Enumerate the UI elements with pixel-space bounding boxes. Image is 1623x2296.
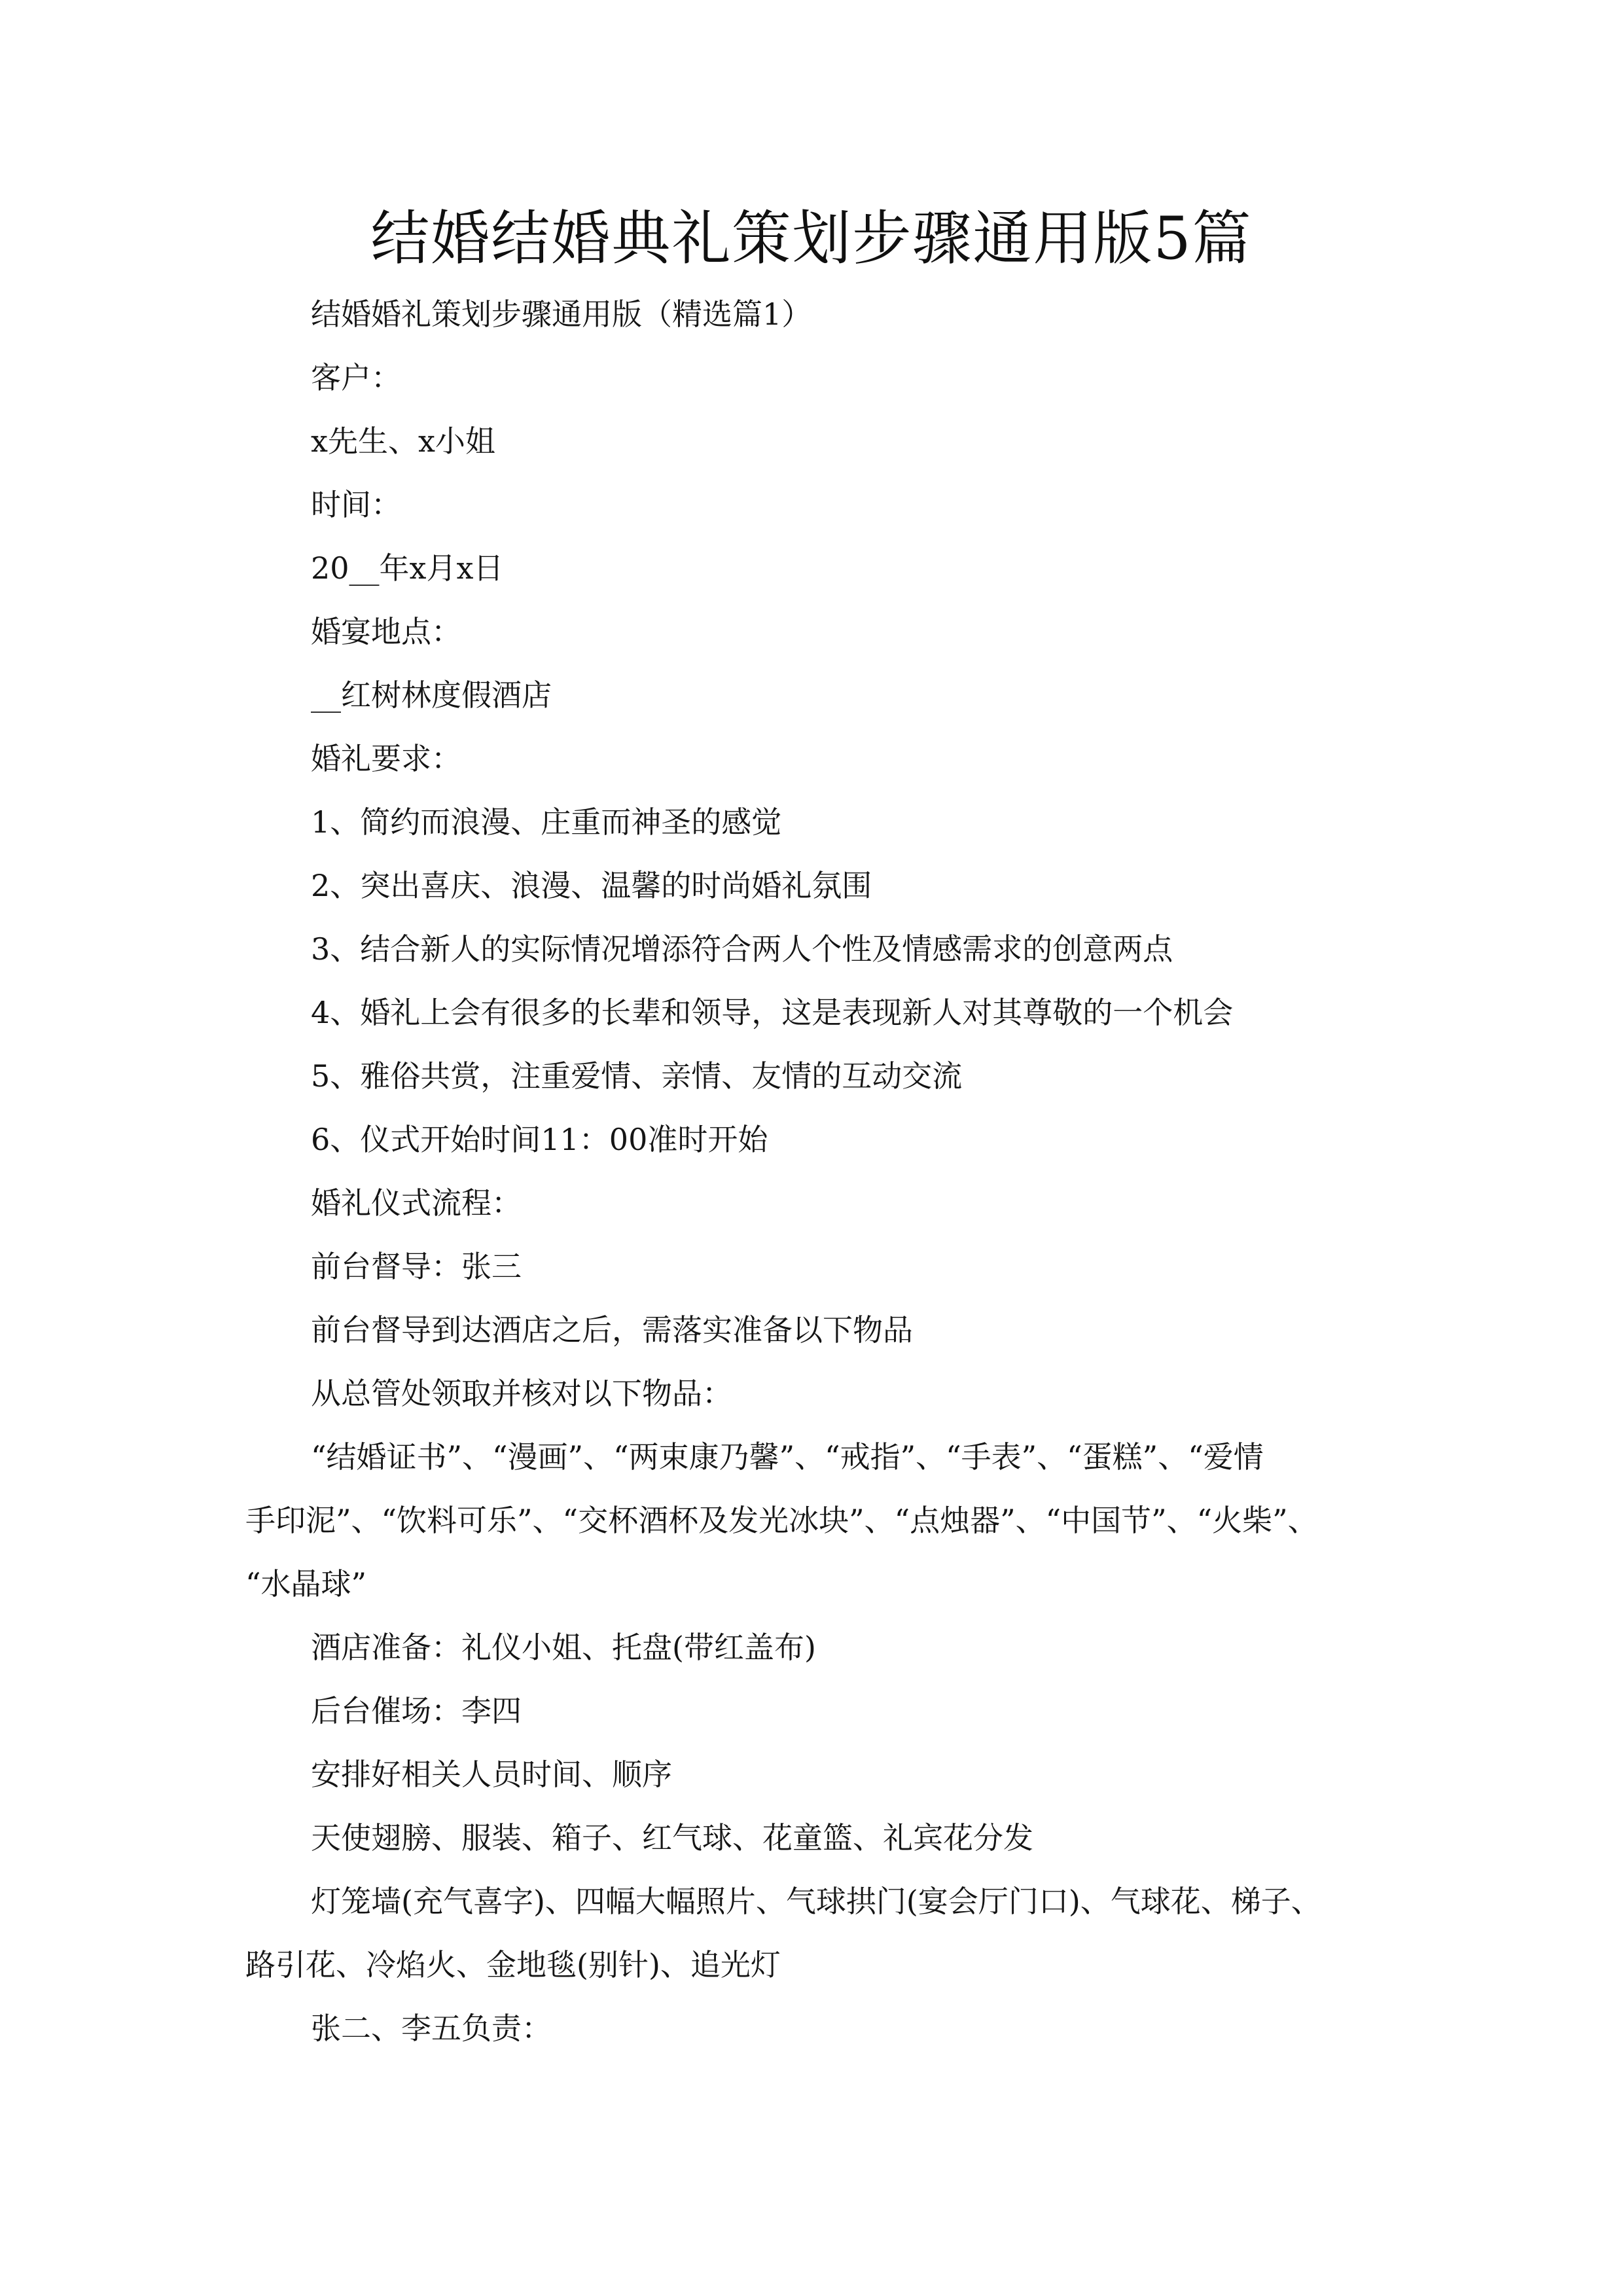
decor-paragraph-row: 灯笼墙(充气喜字)、四幅大幅照片、气球拱门(宴会厅门口)、气球花、梯子、 xyxy=(311,1884,1321,1919)
text-line: 前台督导到达酒店之后，需落实准备以下物品 xyxy=(311,1312,913,1348)
section-heading: 结婚婚礼策划步骤通用版（精选篇1） xyxy=(311,296,812,332)
document-title: 结婚结婚典礼策划步骤通用版5篇 xyxy=(370,204,1253,273)
list-item: 5、雅俗共赏，注重爱情、亲情、友情的互动交流 xyxy=(311,1058,963,1094)
text-line: __红树林度假酒店 xyxy=(311,677,552,713)
text-line: 天使翅膀、服装、箱子、红气球、花童篮、礼宾花分发 xyxy=(311,1820,1033,1856)
list-item: 2、突出喜庆、浪漫、温馨的时尚婚礼氛围 xyxy=(311,868,872,903)
items-paragraph-row: “水晶球” xyxy=(245,1566,367,1602)
list-item: 3、结合新人的实际情况增添符合两人个性及情感需求的创意两点 xyxy=(311,931,1173,967)
text-line: 婚宴地点： xyxy=(311,614,461,649)
text-line: 安排好相关人员时间、顺序 xyxy=(311,1757,672,1792)
text-line: 婚礼仪式流程： xyxy=(311,1185,522,1221)
text-line: 张二、李五负责： xyxy=(311,2011,552,2046)
decor-paragraph xyxy=(245,1870,1423,1997)
text-line: 客户： xyxy=(311,360,401,395)
text-line: 从总管处领取并核对以下物品： xyxy=(311,1376,732,1411)
text-line: 婚礼要求： xyxy=(311,741,461,776)
list-item: 4、婚礼上会有很多的长辈和领导，这是表现新人对其尊敬的一个机会 xyxy=(311,995,1234,1030)
items-paragraph-row: “结婚证书”、“漫画”、“两束康乃馨”、“戒指”、“手表”、“蛋糕”、“爱情 xyxy=(311,1439,1264,1475)
text-line: 前台督导：张三 xyxy=(311,1249,522,1284)
document-body xyxy=(245,283,1423,2060)
items-paragraph xyxy=(245,1426,1423,1616)
list-item: 6、仪式开始时间11：00准时开始 xyxy=(311,1122,768,1157)
text-line: 时间： xyxy=(311,487,401,522)
text-line: x先生、x小姐 xyxy=(311,423,495,459)
decor-paragraph-row: 路引花、冷焰火、金地毯(别针)、追光灯 xyxy=(245,1947,781,1982)
text-line: 20__年x月x日 xyxy=(311,550,504,586)
items-paragraph-row: 手印泥”、“饮料可乐”、“交杯酒杯及发光冰块”、“点烛器”、“中国节”、“火柴”、 xyxy=(245,1503,1318,1538)
text-line: 酒店准备：礼仪小姐、托盘(带红盖布) xyxy=(311,1630,816,1665)
list-item: 1、简约而浪漫、庄重而神圣的感觉 xyxy=(311,804,782,840)
text-line: 后台催场：李四 xyxy=(311,1693,522,1729)
